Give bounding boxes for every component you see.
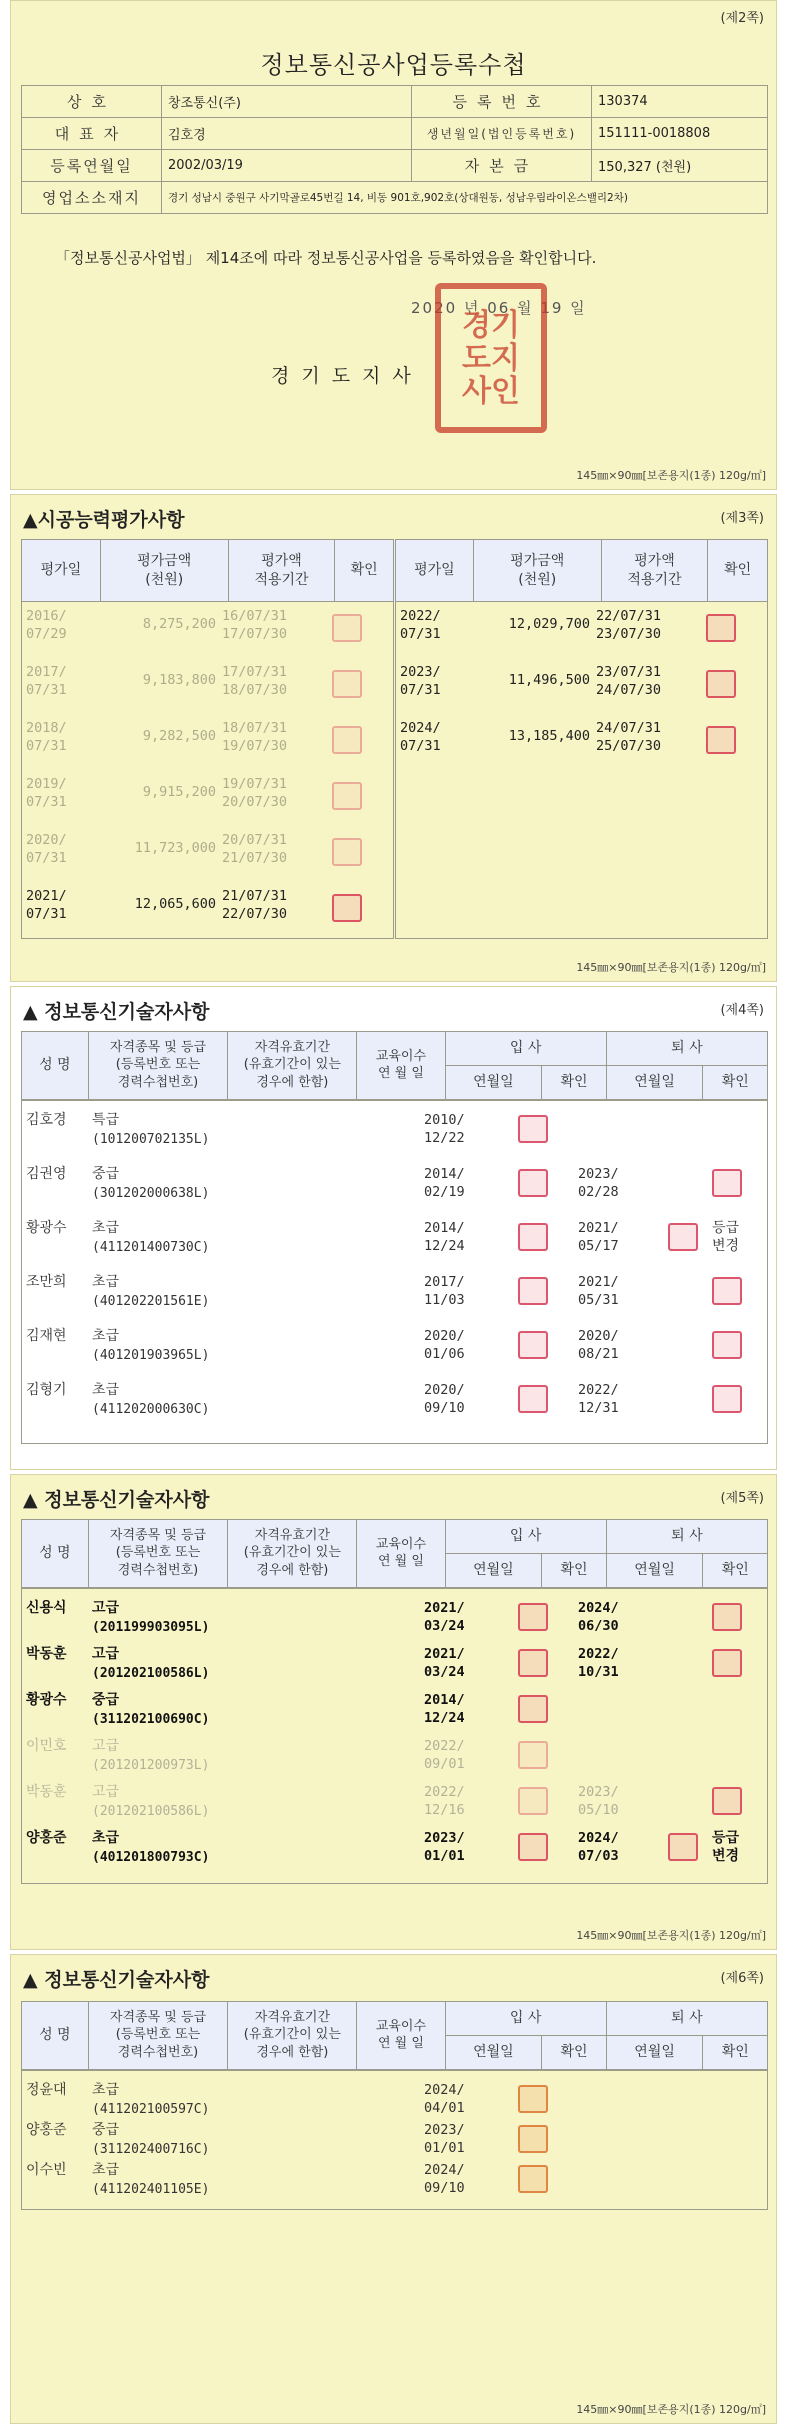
evaluation-amount: 9,915,200 <box>142 784 216 800</box>
join-date: 2023/ 01/01 <box>424 2121 465 2156</box>
page-number: (제2쪽) <box>720 11 764 26</box>
official-seal-icon: 경기도지사인 <box>435 283 547 433</box>
header-validity: 자격유효기간 (유효기간이 있는 경우에 한함) <box>228 1520 357 1588</box>
header-education: 교육이수 연 월 일 <box>357 2002 445 2070</box>
table-row <box>22 1325 767 1379</box>
technician-name: 황광수 <box>26 1691 67 1708</box>
evaluation-table <box>21 539 768 939</box>
leave-date: 2021/ 05/17 <box>578 1219 619 1254</box>
header-period-2: 평가액 적용기간 <box>601 540 708 602</box>
evaluation-row <box>22 776 393 832</box>
leave-date: 2024/ 07/03 <box>578 1829 619 1864</box>
join-confirm-stamp-icon <box>518 1741 548 1769</box>
header-join-date: 연월일 <box>445 1554 542 1588</box>
header-confirm: 확인 <box>335 540 395 602</box>
header-leave-confirm: 확인 <box>703 1554 768 1588</box>
table-body <box>22 2070 768 2210</box>
evaluation-period: 24/07/31 25/07/30 <box>595 720 661 754</box>
header-leave: 퇴 사 <box>606 2002 767 2036</box>
qualification-grade: 초급 <box>92 1327 120 1344</box>
join-confirm-stamp-icon <box>518 1115 548 1143</box>
evaluation-amount: 11,496,500 <box>508 672 590 688</box>
label-trade-name: 상호 <box>22 86 162 118</box>
evaluation-period: 17/07/31 18/07/30 <box>222 664 288 698</box>
evaluation-amount: 8,275,200 <box>142 616 216 632</box>
technician-name: 김권영 <box>26 1165 67 1182</box>
leave-confirm-stamp-icon <box>668 1223 698 1251</box>
leave-date: 2024/ 06/30 <box>578 1599 619 1634</box>
evaluation-row <box>22 832 393 888</box>
technician-name: 박동훈 <box>26 1645 67 1662</box>
qualification-number: (201201200973L) <box>92 1757 210 1773</box>
header-qualification: 자격종목 및 등급 (등록번호 또는 경력수첩번호) <box>88 1032 228 1100</box>
join-date: 2020/ 09/10 <box>424 1381 465 1416</box>
technician-page-5 <box>10 1474 777 1950</box>
evaluation-date: 2019/ 07/31 <box>26 776 67 810</box>
confirm-stamp-icon <box>332 670 362 698</box>
table-row <box>22 2079 767 2119</box>
evaluation-amount: 12,065,600 <box>134 896 216 912</box>
technician-name: 황광수 <box>26 1219 67 1236</box>
join-confirm-stamp-icon <box>518 2085 548 2113</box>
evaluation-period: 21/07/31 22/07/30 <box>222 888 288 922</box>
qualification-grade: 고급 <box>92 1645 120 1662</box>
header-leave: 퇴 사 <box>606 1520 767 1554</box>
join-confirm-stamp-icon <box>518 2125 548 2153</box>
evaluation-row <box>22 664 393 720</box>
page-number: (제5쪽) <box>720 1491 764 1506</box>
qualification-number: (201202100586L) <box>92 1803 210 1819</box>
footnote: 145㎜×90㎜[보존용지(1종) 120g/㎡] <box>576 2403 766 2416</box>
header-amount: 평가금액 (천원) <box>100 540 228 602</box>
join-confirm-stamp-icon <box>518 1787 548 1815</box>
leave-confirm-stamp-icon <box>712 1649 742 1677</box>
evaluation-period: 23/07/31 24/07/30 <box>595 664 661 698</box>
qualification-grade: 초급 <box>92 1381 120 1398</box>
evaluation-date: 2017/ 07/31 <box>26 664 67 698</box>
evaluation-row <box>22 608 393 664</box>
table-row <box>22 1827 767 1873</box>
evaluation-amount: 11,723,000 <box>134 840 216 856</box>
evaluation-date: 2020/ 07/31 <box>26 832 67 866</box>
certification-date: 2020 년 06 월 19 일 <box>411 299 587 317</box>
registration-table <box>21 85 768 214</box>
confirm-stamp-icon <box>706 726 736 754</box>
capital: 150,327 (천원) <box>592 150 768 182</box>
reg-no: 130374 <box>592 86 768 118</box>
qualification-number: (411202000630C) <box>92 1401 210 1417</box>
technician-name: 김호경 <box>26 1111 67 1128</box>
qualification-number: (201199903095L) <box>92 1619 210 1635</box>
join-confirm-stamp-icon <box>518 1385 548 1413</box>
leave-date: 2020/ 08/21 <box>578 1327 619 1362</box>
evaluation-amount: 12,029,700 <box>508 616 590 632</box>
header-join-confirm: 확인 <box>542 2036 606 2070</box>
join-confirm-stamp-icon <box>518 1331 548 1359</box>
qualification-grade: 고급 <box>92 1737 120 1754</box>
table-row <box>22 2159 767 2199</box>
technician-name: 김재현 <box>26 1327 67 1344</box>
leave-confirm-stamp-icon <box>712 1385 742 1413</box>
leave-confirm-stamp-icon <box>668 1833 698 1861</box>
registration-page <box>10 0 777 490</box>
qualification-number: (101200702135L) <box>92 1131 210 1147</box>
header-amount-2: 평가금액 (천원) <box>473 540 601 602</box>
grade-change-note: 등급 변경 <box>712 1219 740 1255</box>
join-confirm-stamp-icon <box>518 1603 548 1631</box>
evaluation-row <box>22 720 393 776</box>
leave-confirm-stamp-icon <box>712 1169 742 1197</box>
table-row <box>22 1217 767 1271</box>
header-leave: 퇴 사 <box>606 1032 767 1066</box>
join-date: 2020/ 01/06 <box>424 1327 465 1362</box>
evaluation-date: 2024/ 07/31 <box>399 720 441 754</box>
join-date: 2017/ 11/03 <box>424 1273 465 1308</box>
evaluation-date: 2018/ 07/31 <box>26 720 67 754</box>
header-name: 성 명 <box>22 1032 89 1100</box>
confirm-stamp-icon <box>332 726 362 754</box>
leave-date: 2023/ 02/28 <box>578 1165 619 1200</box>
header-name: 성 명 <box>22 2002 89 2070</box>
evaluation-date: 2021/ 07/31 <box>26 888 67 922</box>
footnote: 145㎜×90㎜[보존용지(1종) 120g/㎡] <box>576 469 766 482</box>
evaluation-amount: 9,282,500 <box>142 728 216 744</box>
footnote: 145㎜×90㎜[보존용지(1종) 120g/㎡] <box>576 1929 766 1942</box>
governor-name: 경기도지사 <box>271 365 423 387</box>
qualification-grade: 초급 <box>92 2081 120 2098</box>
technician-page-6 <box>10 1954 777 2424</box>
technician-name: 박동훈 <box>26 1783 67 1800</box>
office-address: 경기 성남시 중원구 사기막골로45번길 14, 비동 901호,902호(상대원동, 성남우림라이온스밸리2차) <box>162 182 768 214</box>
evaluation-date: 2022/ 07/31 <box>399 608 441 642</box>
evaluation-page <box>10 494 777 982</box>
header-join-confirm: 확인 <box>542 1066 606 1100</box>
qualification-number: (311202400716C) <box>92 2141 210 2157</box>
header-join: 입 사 <box>445 2002 606 2036</box>
evaluation-amount: 9,183,800 <box>142 672 216 688</box>
table-row <box>22 1379 767 1433</box>
section-title: ▲ 정보통신기술자사항 <box>23 1489 210 1511</box>
join-confirm-stamp-icon <box>518 1169 548 1197</box>
qualification-number: (301202000638L) <box>92 1185 210 1201</box>
confirm-stamp-icon <box>706 670 736 698</box>
header-validity: 자격유효기간 (유효기간이 있는 경우에 한함) <box>228 1032 357 1100</box>
header-period: 평가액 적용기간 <box>228 540 335 602</box>
header-leave-confirm: 확인 <box>703 1066 768 1100</box>
qualification-number: (401201800793C) <box>92 1849 210 1865</box>
qualification-grade: 초급 <box>92 2161 120 2178</box>
header-leave-confirm: 확인 <box>703 2036 768 2070</box>
technician-page-4 <box>10 986 777 1470</box>
technician-name: 신용식 <box>26 1599 67 1616</box>
table-row <box>22 1735 767 1781</box>
qualification-grade: 중급 <box>92 1691 120 1708</box>
table-row <box>22 1643 767 1689</box>
header-join-confirm: 확인 <box>542 1554 606 1588</box>
table-row <box>22 2119 767 2159</box>
evaluation-row <box>22 888 393 944</box>
join-date: 2022/ 12/16 <box>424 1783 465 1818</box>
technician-name: 김형기 <box>26 1381 67 1398</box>
leave-confirm-stamp-icon <box>712 1787 742 1815</box>
corp-no: 151111-0018808 <box>592 118 768 150</box>
header-leave-date: 연월일 <box>606 1066 703 1100</box>
technician-name: 조만희 <box>26 1273 67 1290</box>
join-date: 2023/ 01/01 <box>424 1829 465 1864</box>
header-date-2: 평가일 <box>394 540 473 602</box>
evaluation-date: 2023/ 07/31 <box>399 664 441 698</box>
technician-name: 이민호 <box>26 1737 67 1754</box>
evaluation-row <box>396 664 767 720</box>
page-title: 정보통신공사업등록수첩 <box>260 51 527 79</box>
header-join: 입 사 <box>445 1520 606 1554</box>
label-corp-no: 생년월일(법인등록번호) <box>412 118 592 150</box>
confirm-stamp-icon <box>332 614 362 642</box>
join-date: 2010/ 12/22 <box>424 1111 465 1146</box>
technician-name: 정윤대 <box>26 2081 67 2098</box>
join-date: 2014/ 02/19 <box>424 1165 465 1200</box>
join-date: 2022/ 09/01 <box>424 1737 465 1772</box>
evaluation-row <box>396 720 767 776</box>
evaluation-period: 19/07/31 20/07/30 <box>222 776 288 810</box>
join-date: 2024/ 09/10 <box>424 2161 465 2196</box>
qualification-number: (201202100586L) <box>92 1665 210 1681</box>
qualification-grade: 중급 <box>92 2121 120 2138</box>
qualification-grade: 중급 <box>92 1165 120 1182</box>
qualification-grade: 초급 <box>92 1219 120 1236</box>
technician-name: 양홍준 <box>26 1829 67 1846</box>
qualification-grade: 초급 <box>92 1829 120 1846</box>
trade-name: 창조통신(주) <box>162 86 412 118</box>
left-body <box>22 602 395 939</box>
header-join-date: 연월일 <box>445 2036 542 2070</box>
reg-date: 2002/03/19 <box>162 150 412 182</box>
join-date: 2024/ 04/01 <box>424 2081 465 2116</box>
table-row <box>22 1781 767 1827</box>
qualification-number: (401202201561E) <box>92 1293 210 1309</box>
header-join: 입 사 <box>445 1032 606 1066</box>
qualification-grade: 고급 <box>92 1783 120 1800</box>
header-join-date: 연월일 <box>445 1066 542 1100</box>
evaluation-period: 16/07/31 17/07/30 <box>222 608 288 642</box>
qualification-grade: 초급 <box>92 1273 120 1290</box>
qualification-grade: 특급 <box>92 1111 120 1128</box>
evaluation-period: 22/07/31 23/07/30 <box>595 608 661 642</box>
header-qualification: 자격종목 및 등급 (등록번호 또는 경력수첩번호) <box>88 2002 228 2070</box>
section-title: ▲ 정보통신기술자사항 <box>23 1969 210 1991</box>
table-row <box>22 1109 767 1163</box>
label-reg-no: 등록번호 <box>412 86 592 118</box>
qualification-number: (411202100597C) <box>92 2101 210 2117</box>
qualification-number: (411202401105E) <box>92 2181 210 2197</box>
technician-name: 양홍준 <box>26 2121 67 2138</box>
qualification-grade: 고급 <box>92 1599 120 1616</box>
confirm-stamp-icon <box>332 782 362 810</box>
leave-date: 2023/ 05/10 <box>578 1783 619 1818</box>
certification-text: 「정보통신공사업법」 제14조에 따라 정보통신공사업을 등록하였음을 확인합니다. <box>55 249 597 267</box>
label-ceo: 대표자 <box>22 118 162 150</box>
confirm-stamp-icon <box>332 894 362 922</box>
qualification-number: (411201400730C) <box>92 1239 210 1255</box>
join-confirm-stamp-icon <box>518 1695 548 1723</box>
header-education: 교육이수 연 월 일 <box>357 1032 445 1100</box>
join-confirm-stamp-icon <box>518 2165 548 2193</box>
join-confirm-stamp-icon <box>518 1223 548 1251</box>
evaluation-row <box>396 608 767 664</box>
label-reg-date: 등록연월일 <box>22 150 162 182</box>
header-education: 교육이수 연 월 일 <box>357 1520 445 1588</box>
join-confirm-stamp-icon <box>518 1649 548 1677</box>
section-title: ▲시공능력평가사항 <box>23 509 185 531</box>
table-row <box>22 1689 767 1735</box>
qualification-number: (401201903965L) <box>92 1347 210 1363</box>
confirm-stamp-icon <box>332 838 362 866</box>
table-row <box>22 1163 767 1217</box>
header-leave-date: 연월일 <box>606 2036 703 2070</box>
technician-name: 이수빈 <box>26 2161 67 2178</box>
qualification-number: (311202100690C) <box>92 1711 210 1727</box>
ceo-name: 김호경 <box>162 118 412 150</box>
header-leave-date: 연월일 <box>606 1554 703 1588</box>
grade-change-note: 등급 변경 <box>712 1829 740 1865</box>
join-date: 2014/ 12/24 <box>424 1691 465 1726</box>
table-body <box>22 1100 768 1444</box>
header-date: 평가일 <box>22 540 101 602</box>
leave-date: 2022/ 10/31 <box>578 1645 619 1680</box>
evaluation-date: 2016/ 07/29 <box>26 608 67 642</box>
page-number: (제3쪽) <box>720 511 764 526</box>
header-validity: 자격유효기간 (유효기간이 있는 경우에 한함) <box>228 2002 357 2070</box>
join-confirm-stamp-icon <box>518 1277 548 1305</box>
evaluation-period: 20/07/31 21/07/30 <box>222 832 288 866</box>
page-number: (제6쪽) <box>720 1971 764 1986</box>
table-row <box>22 1271 767 1325</box>
table-body <box>22 1588 768 1884</box>
header-name: 성 명 <box>22 1520 89 1588</box>
join-confirm-stamp-icon <box>518 1833 548 1861</box>
label-office: 영업소소재지 <box>22 182 162 214</box>
page-number: (제4쪽) <box>720 1003 764 1018</box>
leave-date: 2022/ 12/31 <box>578 1381 619 1416</box>
evaluation-period: 18/07/31 19/07/30 <box>222 720 288 754</box>
leave-confirm-stamp-icon <box>712 1603 742 1631</box>
footnote: 145㎜×90㎜[보존용지(1종) 120g/㎡] <box>576 961 766 974</box>
join-date: 2021/ 03/24 <box>424 1599 465 1634</box>
table-row <box>22 1597 767 1643</box>
join-date: 2014/ 12/24 <box>424 1219 465 1254</box>
evaluation-amount: 13,185,400 <box>508 728 590 744</box>
leave-date: 2021/ 05/31 <box>578 1273 619 1308</box>
header-confirm-2: 확인 <box>708 540 768 602</box>
leave-confirm-stamp-icon <box>712 1277 742 1305</box>
header-qualification: 자격종목 및 등급 (등록번호 또는 경력수첩번호) <box>88 1520 228 1588</box>
right-body <box>394 602 767 939</box>
leave-confirm-stamp-icon <box>712 1331 742 1359</box>
section-title: ▲ 정보통신기술자사항 <box>23 1001 210 1023</box>
confirm-stamp-icon <box>706 614 736 642</box>
join-date: 2021/ 03/24 <box>424 1645 465 1680</box>
label-capital: 자본금 <box>412 150 592 182</box>
